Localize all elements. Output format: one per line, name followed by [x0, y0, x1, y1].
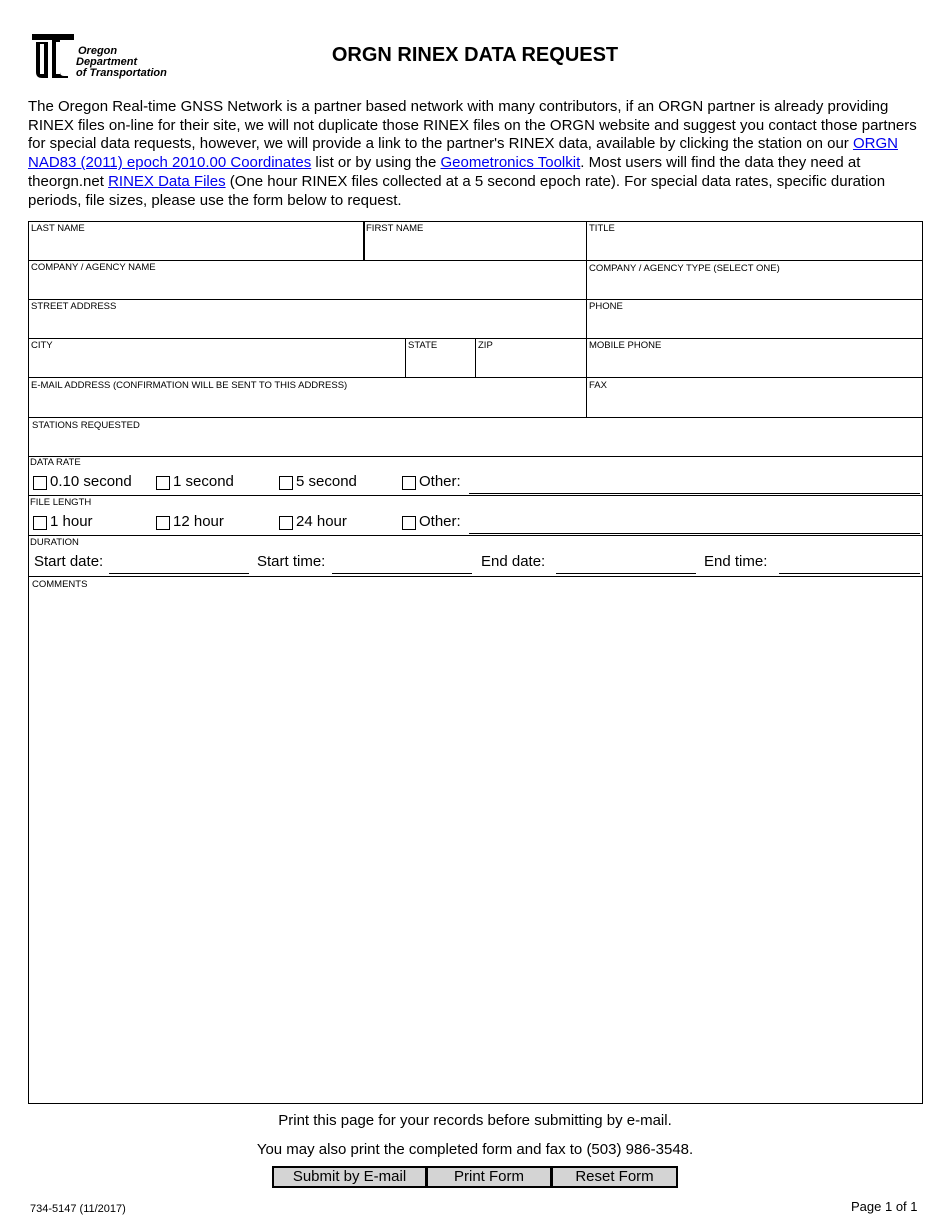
zip-field[interactable] [475, 338, 587, 378]
intro-text-2: list or by using the [311, 154, 441, 172]
print-form-button[interactable]: Print Form [426, 1166, 552, 1188]
mobile-phone-label: MOBILE PHONE [589, 340, 662, 351]
toolkit-link[interactable]: Geometronics Toolkit [440, 154, 581, 172]
duration-section [28, 535, 923, 577]
rate-5s-checkbox[interactable] [279, 476, 293, 490]
title-label: TITLE [589, 223, 615, 234]
state-label: STATE [408, 340, 438, 351]
last-name-field[interactable] [28, 221, 365, 261]
first-name-label: FIRST NAME [366, 223, 424, 234]
length-24h-label: 24 hour [296, 513, 347, 530]
state-field[interactable] [405, 338, 476, 378]
org-line-1: Oregon [78, 45, 118, 57]
page-title: ORGN RINEX DATA REQUEST [331, 44, 619, 66]
zip-label: ZIP [478, 340, 493, 351]
rate-other-input[interactable] [469, 493, 920, 494]
submit-email-button[interactable]: Submit by E-mail [272, 1166, 427, 1188]
title-field[interactable] [586, 221, 923, 261]
street-address-field[interactable] [28, 299, 587, 339]
end-time-label: End time: [704, 553, 768, 570]
coordinates-link[interactable]: ORGN NAD83 (2011) epoch 2010.00 Coordinates [28, 135, 898, 172]
length-12h-label: 12 hour [173, 513, 224, 530]
first-name-field[interactable] [363, 221, 587, 261]
company-name-field[interactable] [28, 260, 587, 300]
length-other-input[interactable] [469, 533, 920, 534]
print-note: Print this page for your records before submitting by e-mail. [278, 1112, 672, 1129]
fax-field[interactable] [586, 377, 923, 418]
rinex-files-link[interactable]: RINEX Data Files [108, 172, 226, 190]
org-line-3: of Transportation [76, 67, 167, 79]
city-field[interactable] [28, 338, 406, 378]
last-name-label: LAST NAME [31, 223, 85, 234]
rate-1s-label: 1 second [173, 473, 234, 490]
fax-note: You may also print the completed form and fax to (503) 986-3548. [256, 1141, 694, 1158]
company-type-label: COMPANY / AGENCY TYPE (SELECT ONE) [589, 263, 780, 274]
rate-010-label: 0.10 second [50, 473, 132, 490]
start-time-input[interactable] [332, 573, 472, 574]
length-1h-label: 1 hour [50, 513, 93, 530]
comments-label: COMMENTS [32, 579, 88, 590]
start-date-label: Start date: [34, 553, 104, 570]
phone-label: PHONE [589, 301, 623, 312]
length-other-label: Other: [419, 513, 461, 530]
end-date-input[interactable] [556, 573, 696, 574]
form-number: 734-5147 (11/2017) [30, 1203, 126, 1215]
intro-paragraph [28, 98, 928, 210]
reset-form-button[interactable]: Reset Form [551, 1166, 678, 1188]
intro-text-1: The Oregon Real-time GNSS Network is a partner based network with many contributors, if an ORGN partner is already providing RINEX files on-line for their site, we will not duplicate those RINEX files on the ORGN website and suggest you contact those partners for special data requests, however, we will provide a link to the partner's RINEX data, available by clicking the station on our [28, 98, 917, 153]
intro-text-4: (One hour RINEX files collected at a 5 second epoch rate). For special data rates, specific duration periods, file sizes, please use the form below to request. [28, 172, 886, 209]
length-24h-checkbox[interactable] [279, 516, 293, 530]
comments-field[interactable] [28, 576, 923, 1104]
street-address-label: STREET ADDRESS [31, 301, 117, 312]
fax-label: FAX [589, 380, 607, 391]
city-label: CITY [31, 340, 53, 351]
start-date-input[interactable] [109, 573, 249, 574]
end-time-input[interactable] [779, 573, 920, 574]
stations-requested-field[interactable] [28, 417, 923, 457]
org-line-2: Department [76, 56, 138, 68]
file-length-label: FILE LENGTH [30, 497, 92, 508]
end-date-label: End date: [481, 553, 546, 570]
phone-field[interactable] [586, 299, 923, 339]
rate-5s-label: 5 second [296, 473, 357, 490]
length-1h-checkbox[interactable] [33, 516, 47, 530]
company-type-select[interactable] [586, 260, 923, 300]
stations-requested-label: STATIONS REQUESTED [32, 420, 140, 431]
company-name-label: COMPANY / AGENCY NAME [31, 262, 156, 273]
length-12h-checkbox[interactable] [156, 516, 170, 530]
data-rate-label: DATA RATE [30, 457, 81, 468]
rate-other-checkbox[interactable] [402, 476, 416, 490]
start-time-label: Start time: [257, 553, 326, 570]
page-indicator: Page 1 of 1 [851, 1199, 918, 1214]
rate-other-label: Other: [419, 473, 461, 490]
rate-1s-checkbox[interactable] [156, 476, 170, 490]
rate-010-checkbox[interactable] [33, 476, 47, 490]
intro-text-3: . Most users will find the data they need at theorgn.net [28, 154, 861, 190]
mobile-phone-field[interactable] [586, 338, 923, 378]
email-label: E-MAIL ADDRESS (CONFIRMATION WILL BE SENT TO THIS ADDRESS) [31, 380, 348, 391]
email-field[interactable] [28, 377, 587, 418]
length-other-checkbox[interactable] [402, 516, 416, 530]
duration-label: DURATION [30, 537, 79, 548]
